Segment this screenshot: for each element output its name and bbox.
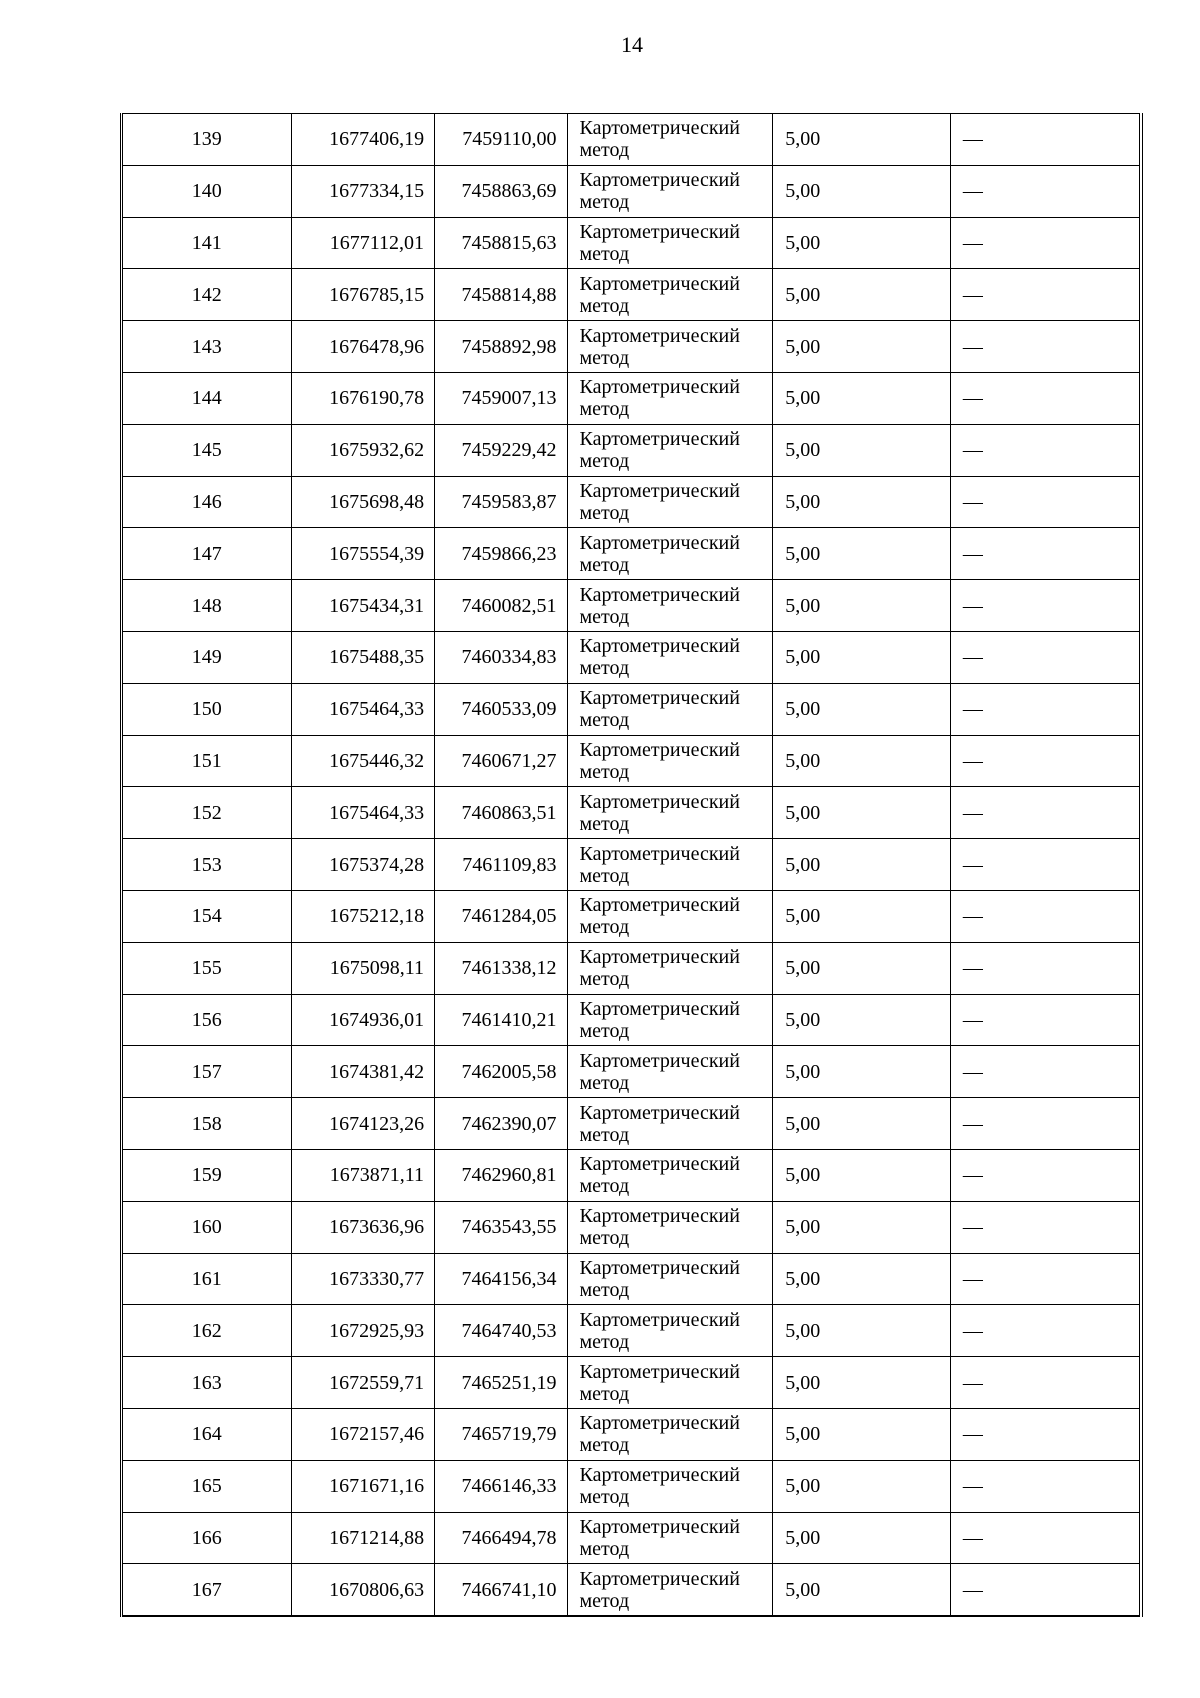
method-line-1: Картометрический xyxy=(579,117,740,140)
method-line-1: Картометрический xyxy=(579,1308,740,1331)
description-cell: — xyxy=(950,942,1141,994)
method-line-1: Картометрический xyxy=(579,1567,740,1590)
method-line-1: Картометрический xyxy=(579,1205,740,1228)
method-line-1: Картометрический xyxy=(579,997,740,1020)
point-number-cell: 158 xyxy=(122,1098,292,1150)
x-coordinate-cell: 1675464,33 xyxy=(291,683,434,735)
description-cell: — xyxy=(950,1512,1141,1564)
method-cell xyxy=(567,1201,773,1253)
method-line-2: метод xyxy=(579,242,630,265)
table-row xyxy=(122,1564,1142,1616)
description-cell: — xyxy=(950,1408,1141,1460)
accuracy-cell: 5,00 xyxy=(773,1149,951,1201)
method-line-2: метод xyxy=(579,864,630,887)
method-line-2: метод xyxy=(579,657,630,680)
x-coordinate-cell: 1675446,32 xyxy=(291,735,434,787)
method-line-2: метод xyxy=(579,1382,630,1405)
y-coordinate-cell: 7462960,81 xyxy=(435,1149,567,1201)
point-number-cell: 150 xyxy=(122,683,292,735)
table-row xyxy=(122,528,1142,580)
description-cell: — xyxy=(950,217,1141,269)
accuracy-cell: 5,00 xyxy=(773,1564,951,1616)
x-coordinate-cell: 1675698,48 xyxy=(291,476,434,528)
table-row xyxy=(122,1512,1142,1564)
table-body xyxy=(122,114,1142,1617)
x-coordinate-cell: 1672157,46 xyxy=(291,1408,434,1460)
method-cell xyxy=(567,424,773,476)
accuracy-cell: 5,00 xyxy=(773,114,951,166)
method-cell xyxy=(567,1046,773,1098)
table-row xyxy=(122,114,1142,166)
accuracy-cell: 5,00 xyxy=(773,321,951,373)
accuracy-cell: 5,00 xyxy=(773,787,951,839)
accuracy-cell: 5,00 xyxy=(773,942,951,994)
point-number-cell: 141 xyxy=(122,217,292,269)
method-line-2: метод xyxy=(579,605,630,628)
y-coordinate-cell: 7463543,55 xyxy=(435,1201,567,1253)
method-cell xyxy=(567,1149,773,1201)
method-cell xyxy=(567,476,773,528)
method-line-2: метод xyxy=(579,968,630,991)
accuracy-cell: 5,00 xyxy=(773,1098,951,1150)
table-row xyxy=(122,424,1142,476)
point-number-cell: 155 xyxy=(122,942,292,994)
method-line-2: метод xyxy=(579,1071,630,1094)
y-coordinate-cell: 7459866,23 xyxy=(435,528,567,580)
table-row xyxy=(122,994,1142,1046)
method-line-1: Картометрический xyxy=(579,1515,740,1538)
method-line-1: Картометрический xyxy=(579,1464,740,1487)
description-cell: — xyxy=(950,1046,1141,1098)
table-row xyxy=(122,1098,1142,1150)
accuracy-cell: 5,00 xyxy=(773,1305,951,1357)
description-cell: — xyxy=(950,1098,1141,1150)
point-number-cell: 164 xyxy=(122,1408,292,1460)
point-number-cell: 163 xyxy=(122,1357,292,1409)
table-row xyxy=(122,372,1142,424)
y-coordinate-cell: 7458892,98 xyxy=(435,321,567,373)
table-row xyxy=(122,735,1142,787)
point-number-cell: 159 xyxy=(122,1149,292,1201)
method-cell xyxy=(567,165,773,217)
method-line-2: метод xyxy=(579,709,630,732)
method-cell xyxy=(567,321,773,373)
x-coordinate-cell: 1675212,18 xyxy=(291,890,434,942)
accuracy-cell: 5,00 xyxy=(773,269,951,321)
y-coordinate-cell: 7461338,12 xyxy=(435,942,567,994)
x-coordinate-cell: 1672559,71 xyxy=(291,1357,434,1409)
method-line-2: метод xyxy=(579,1019,630,1042)
table-row xyxy=(122,683,1142,735)
accuracy-cell: 5,00 xyxy=(773,476,951,528)
description-cell: — xyxy=(950,1201,1141,1253)
y-coordinate-cell: 7458814,88 xyxy=(435,269,567,321)
accuracy-cell: 5,00 xyxy=(773,165,951,217)
accuracy-cell: 5,00 xyxy=(773,631,951,683)
x-coordinate-cell: 1675932,62 xyxy=(291,424,434,476)
method-cell xyxy=(567,1098,773,1150)
point-number-cell: 167 xyxy=(122,1564,292,1616)
accuracy-cell: 5,00 xyxy=(773,1201,951,1253)
method-line-1: Картометрический xyxy=(579,946,740,969)
method-line-2: метод xyxy=(579,1537,630,1560)
method-line-1: Картометрический xyxy=(579,479,740,502)
point-number-cell: 147 xyxy=(122,528,292,580)
accuracy-cell: 5,00 xyxy=(773,1046,951,1098)
point-number-cell: 154 xyxy=(122,890,292,942)
method-line-1: Картометрический xyxy=(579,1101,740,1124)
y-coordinate-cell: 7466146,33 xyxy=(435,1460,567,1512)
y-coordinate-cell: 7465251,19 xyxy=(435,1357,567,1409)
x-coordinate-cell: 1671671,16 xyxy=(291,1460,434,1512)
table-row xyxy=(122,580,1142,632)
table-row xyxy=(122,1460,1142,1512)
method-line-2: метод xyxy=(579,139,630,162)
method-line-1: Картометрический xyxy=(579,687,740,710)
method-line-2: метод xyxy=(579,1123,630,1146)
table-row xyxy=(122,165,1142,217)
description-cell: — xyxy=(950,372,1141,424)
description-cell: — xyxy=(950,735,1141,787)
x-coordinate-cell: 1673871,11 xyxy=(291,1149,434,1201)
x-coordinate-cell: 1675464,33 xyxy=(291,787,434,839)
y-coordinate-cell: 7461284,05 xyxy=(435,890,567,942)
point-number-cell: 146 xyxy=(122,476,292,528)
method-line-2: метод xyxy=(579,1227,630,1250)
x-coordinate-cell: 1675434,31 xyxy=(291,580,434,632)
method-line-1: Картометрический xyxy=(579,169,740,192)
method-line-2: метод xyxy=(579,1278,630,1301)
method-cell xyxy=(567,1305,773,1357)
table-row xyxy=(122,890,1142,942)
point-number-cell: 143 xyxy=(122,321,292,373)
x-coordinate-cell: 1676478,96 xyxy=(291,321,434,373)
point-number-cell: 156 xyxy=(122,994,292,1046)
table-row xyxy=(122,217,1142,269)
y-coordinate-cell: 7460334,83 xyxy=(435,631,567,683)
x-coordinate-cell: 1677112,01 xyxy=(291,217,434,269)
method-line-1: Картометрический xyxy=(579,1256,740,1279)
method-line-2: метод xyxy=(579,1486,630,1509)
accuracy-cell: 5,00 xyxy=(773,217,951,269)
y-coordinate-cell: 7464156,34 xyxy=(435,1253,567,1305)
description-cell: — xyxy=(950,1564,1141,1616)
point-number-cell: 161 xyxy=(122,1253,292,1305)
method-line-2: метод xyxy=(579,1434,630,1457)
accuracy-cell: 5,00 xyxy=(773,528,951,580)
description-cell: — xyxy=(950,165,1141,217)
description-cell: — xyxy=(950,580,1141,632)
accuracy-cell: 5,00 xyxy=(773,1408,951,1460)
table-row xyxy=(122,1357,1142,1409)
method-cell xyxy=(567,1460,773,1512)
x-coordinate-cell: 1675374,28 xyxy=(291,839,434,891)
y-coordinate-cell: 7458815,63 xyxy=(435,217,567,269)
method-line-2: метод xyxy=(579,294,630,317)
method-line-2: метод xyxy=(579,501,630,524)
method-cell xyxy=(567,890,773,942)
y-coordinate-cell: 7466741,10 xyxy=(435,1564,567,1616)
y-coordinate-cell: 7460863,51 xyxy=(435,787,567,839)
point-number-cell: 145 xyxy=(122,424,292,476)
accuracy-cell: 5,00 xyxy=(773,890,951,942)
accuracy-cell: 5,00 xyxy=(773,580,951,632)
accuracy-cell: 5,00 xyxy=(773,424,951,476)
method-line-2: метод xyxy=(579,191,630,214)
method-cell xyxy=(567,994,773,1046)
method-line-1: Картометрический xyxy=(579,583,740,606)
method-cell xyxy=(567,580,773,632)
y-coordinate-cell: 7459229,42 xyxy=(435,424,567,476)
table-row xyxy=(122,1408,1142,1460)
description-cell: — xyxy=(950,1253,1141,1305)
method-line-2: метод xyxy=(579,760,630,783)
x-coordinate-cell: 1674381,42 xyxy=(291,1046,434,1098)
table-row xyxy=(122,942,1142,994)
y-coordinate-cell: 7464740,53 xyxy=(435,1305,567,1357)
description-cell: — xyxy=(950,1460,1141,1512)
y-coordinate-cell: 7460082,51 xyxy=(435,580,567,632)
x-coordinate-cell: 1672925,93 xyxy=(291,1305,434,1357)
y-coordinate-cell: 7462390,07 xyxy=(435,1098,567,1150)
method-line-2: метод xyxy=(579,346,630,369)
x-coordinate-cell: 1676785,15 xyxy=(291,269,434,321)
method-cell xyxy=(567,1564,773,1616)
method-cell xyxy=(567,1512,773,1564)
accuracy-cell: 5,00 xyxy=(773,1512,951,1564)
point-number-cell: 160 xyxy=(122,1201,292,1253)
accuracy-cell: 5,00 xyxy=(773,1460,951,1512)
method-line-1: Картометрический xyxy=(579,1360,740,1383)
method-cell xyxy=(567,1253,773,1305)
x-coordinate-cell: 1677406,19 xyxy=(291,114,434,166)
method-cell xyxy=(567,735,773,787)
description-cell: — xyxy=(950,269,1141,321)
accuracy-cell: 5,00 xyxy=(773,1253,951,1305)
table-row xyxy=(122,1305,1142,1357)
method-cell xyxy=(567,787,773,839)
method-line-1: Картометрический xyxy=(579,1412,740,1435)
x-coordinate-cell: 1675098,11 xyxy=(291,942,434,994)
point-number-cell: 157 xyxy=(122,1046,292,1098)
method-line-1: Картометрический xyxy=(579,376,740,399)
y-coordinate-cell: 7461410,21 xyxy=(435,994,567,1046)
table-row xyxy=(122,476,1142,528)
method-line-2: метод xyxy=(579,812,630,835)
description-cell: — xyxy=(950,114,1141,166)
method-line-2: метод xyxy=(579,398,630,421)
accuracy-cell: 5,00 xyxy=(773,839,951,891)
method-cell xyxy=(567,1408,773,1460)
method-line-1: Картометрический xyxy=(579,790,740,813)
method-line-2: метод xyxy=(579,916,630,939)
description-cell: — xyxy=(950,839,1141,891)
method-line-2: метод xyxy=(579,1175,630,1198)
description-cell: — xyxy=(950,787,1141,839)
description-cell: — xyxy=(950,631,1141,683)
description-cell: — xyxy=(950,1305,1141,1357)
point-number-cell: 153 xyxy=(122,839,292,891)
y-coordinate-cell: 7459583,87 xyxy=(435,476,567,528)
x-coordinate-cell: 1674936,01 xyxy=(291,994,434,1046)
point-number-cell: 148 xyxy=(122,580,292,632)
method-cell xyxy=(567,1357,773,1409)
y-coordinate-cell: 7459110,00 xyxy=(435,114,567,166)
x-coordinate-cell: 1673636,96 xyxy=(291,1201,434,1253)
table-row xyxy=(122,631,1142,683)
method-cell xyxy=(567,114,773,166)
table-row xyxy=(122,839,1142,891)
x-coordinate-cell: 1670806,63 xyxy=(291,1564,434,1616)
method-cell xyxy=(567,269,773,321)
accuracy-cell: 5,00 xyxy=(773,994,951,1046)
description-cell: — xyxy=(950,528,1141,580)
x-coordinate-cell: 1673330,77 xyxy=(291,1253,434,1305)
description-cell: — xyxy=(950,683,1141,735)
method-line-2: метод xyxy=(579,450,630,473)
table-row xyxy=(122,1149,1142,1201)
method-line-1: Картометрический xyxy=(579,531,740,554)
point-number-cell: 140 xyxy=(122,165,292,217)
coordinates-table xyxy=(120,113,1143,1617)
method-line-1: Картометрический xyxy=(579,220,740,243)
point-number-cell: 152 xyxy=(122,787,292,839)
y-coordinate-cell: 7462005,58 xyxy=(435,1046,567,1098)
x-coordinate-cell: 1675488,35 xyxy=(291,631,434,683)
point-number-cell: 142 xyxy=(122,269,292,321)
method-line-2: метод xyxy=(579,1330,630,1353)
point-number-cell: 162 xyxy=(122,1305,292,1357)
accuracy-cell: 5,00 xyxy=(773,683,951,735)
point-number-cell: 139 xyxy=(122,114,292,166)
accuracy-cell: 5,00 xyxy=(773,735,951,787)
x-coordinate-cell: 1674123,26 xyxy=(291,1098,434,1150)
description-cell: — xyxy=(950,1357,1141,1409)
y-coordinate-cell: 7466494,78 xyxy=(435,1512,567,1564)
y-coordinate-cell: 7460533,09 xyxy=(435,683,567,735)
x-coordinate-cell: 1671214,88 xyxy=(291,1512,434,1564)
description-cell: — xyxy=(950,476,1141,528)
description-cell: — xyxy=(950,321,1141,373)
method-line-2: метод xyxy=(579,1589,630,1612)
description-cell: — xyxy=(950,424,1141,476)
accuracy-cell: 5,00 xyxy=(773,1357,951,1409)
y-coordinate-cell: 7459007,13 xyxy=(435,372,567,424)
description-cell: — xyxy=(950,994,1141,1046)
y-coordinate-cell: 7460671,27 xyxy=(435,735,567,787)
point-number-cell: 144 xyxy=(122,372,292,424)
method-cell xyxy=(567,217,773,269)
description-cell: — xyxy=(950,890,1141,942)
table-row xyxy=(122,1201,1142,1253)
table-row xyxy=(122,787,1142,839)
method-line-1: Картометрический xyxy=(579,635,740,658)
table-row xyxy=(122,269,1142,321)
x-coordinate-cell: 1676190,78 xyxy=(291,372,434,424)
table-row xyxy=(122,321,1142,373)
description-cell: — xyxy=(950,1149,1141,1201)
method-line-1: Картометрический xyxy=(579,894,740,917)
method-line-1: Картометрический xyxy=(579,272,740,295)
method-cell xyxy=(567,528,773,580)
point-number-cell: 166 xyxy=(122,1512,292,1564)
x-coordinate-cell: 1677334,15 xyxy=(291,165,434,217)
method-line-1: Картометрический xyxy=(579,1049,740,1072)
method-line-1: Картометрический xyxy=(579,1153,740,1176)
method-line-1: Картометрический xyxy=(579,738,740,761)
y-coordinate-cell: 7461109,83 xyxy=(435,839,567,891)
accuracy-cell: 5,00 xyxy=(773,372,951,424)
method-line-1: Картометрический xyxy=(579,842,740,865)
method-cell xyxy=(567,631,773,683)
x-coordinate-cell: 1675554,39 xyxy=(291,528,434,580)
method-cell xyxy=(567,683,773,735)
table-row xyxy=(122,1253,1142,1305)
point-number-cell: 151 xyxy=(122,735,292,787)
y-coordinate-cell: 7465719,79 xyxy=(435,1408,567,1460)
method-line-2: метод xyxy=(579,553,630,576)
method-line-1: Картометрический xyxy=(579,428,740,451)
point-number-cell: 165 xyxy=(122,1460,292,1512)
method-cell xyxy=(567,839,773,891)
method-cell xyxy=(567,372,773,424)
method-cell xyxy=(567,942,773,994)
table-row xyxy=(122,1046,1142,1098)
method-line-1: Картометрический xyxy=(579,324,740,347)
y-coordinate-cell: 7458863,69 xyxy=(435,165,567,217)
point-number-cell: 149 xyxy=(122,631,292,683)
page-number: 14 xyxy=(621,32,643,57)
